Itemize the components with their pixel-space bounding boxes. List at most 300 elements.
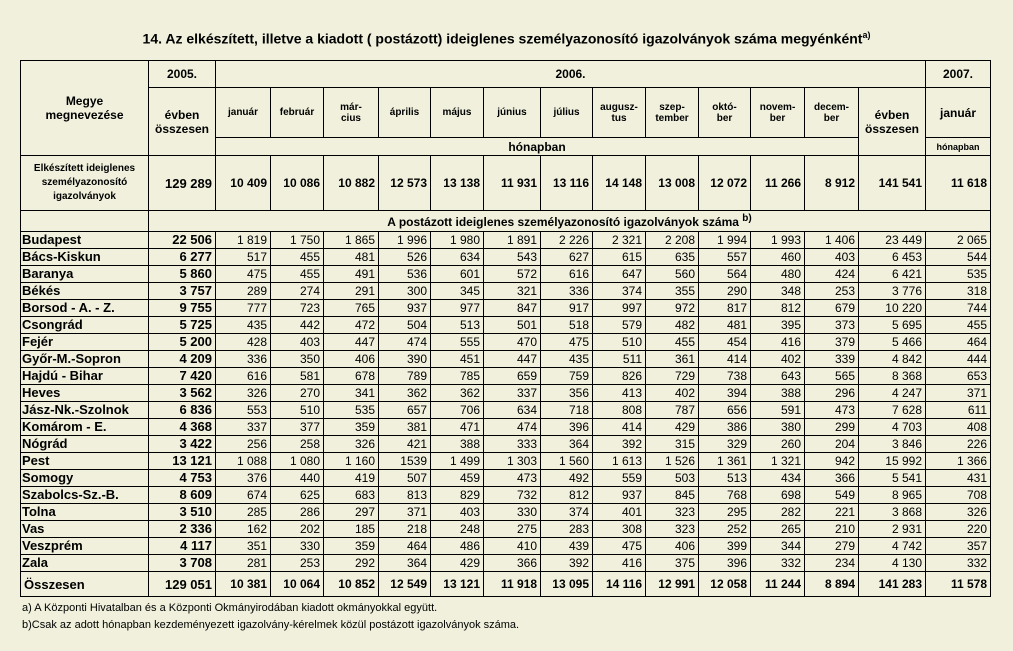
county-month-value: 399 <box>699 538 751 555</box>
county-month-value: 371 <box>379 504 431 521</box>
county-month-value: 321 <box>484 283 541 300</box>
prepared-label: Elkészített ideiglenes személyazonosító igazolványok <box>21 156 149 211</box>
prepared-2006: 141 541 <box>859 156 926 211</box>
county-month-value: 787 <box>646 402 699 419</box>
county-month-value: 258 <box>271 436 324 453</box>
county-month-value: 470 <box>484 334 541 351</box>
county-month-value: 517 <box>216 249 271 266</box>
county-month-value: 359 <box>324 538 379 555</box>
county-month-value: 1 819 <box>216 232 271 249</box>
county-month-value: 202 <box>271 521 324 538</box>
county-month-value: 627 <box>541 249 593 266</box>
county-month-value: 336 <box>216 351 271 368</box>
county-2005-total: 2 336 <box>149 521 216 538</box>
county-month-value: 356 <box>541 385 593 402</box>
county-month-value: 323 <box>646 504 699 521</box>
county-month-value: 388 <box>431 436 484 453</box>
county-month-value: 429 <box>431 555 484 572</box>
county-name: Baranya <box>21 266 149 283</box>
county-month-value: 279 <box>805 538 859 555</box>
county-month-value: 414 <box>593 419 646 436</box>
county-month-value: 296 <box>805 385 859 402</box>
county-month-value: 362 <box>431 385 484 402</box>
prepared-month-value: 11 266 <box>751 156 805 211</box>
county-month-value: 759 <box>541 368 593 385</box>
county-month-value: 560 <box>646 266 699 283</box>
county-month-value: 474 <box>379 334 431 351</box>
county-month-value: 808 <box>593 402 646 419</box>
county-2007-january: 744 <box>926 300 991 317</box>
prepared-month-value: 13 116 <box>541 156 593 211</box>
county-month-value: 1 080 <box>271 453 324 470</box>
month-header: április <box>379 88 431 138</box>
county-2006-total: 8 965 <box>859 487 926 504</box>
county-month-value: 591 <box>751 402 805 419</box>
county-month-value: 366 <box>805 470 859 487</box>
county-month-value: 435 <box>541 351 593 368</box>
statistics-table <box>20 60 991 597</box>
county-month-value: 308 <box>593 521 646 538</box>
total-2005: 129 051 <box>149 572 216 597</box>
county-month-value: 386 <box>699 419 751 436</box>
county-month-value: 510 <box>593 334 646 351</box>
county-2005-total: 6 277 <box>149 249 216 266</box>
county-month-value: 337 <box>216 419 271 436</box>
county-month-value: 847 <box>484 300 541 317</box>
county-month-value: 289 <box>216 283 271 300</box>
county-2005-total: 9 755 <box>149 300 216 317</box>
month-header: június <box>484 88 541 138</box>
county-month-value: 942 <box>805 453 859 470</box>
county-2006-total: 3 868 <box>859 504 926 521</box>
county-month-value: 643 <box>751 368 805 385</box>
county-month-value: 275 <box>484 521 541 538</box>
county-month-value: 789 <box>379 368 431 385</box>
posted-title: A postázott ideiglenes személyazonosító igazolványok száma $^{b)}$ <box>149 211 991 232</box>
county-2005-total: 3 708 <box>149 555 216 572</box>
county-month-value: 221 <box>805 504 859 521</box>
county-month-value: 428 <box>216 334 271 351</box>
county-month-value: 1 613 <box>593 453 646 470</box>
county-month-value: 455 <box>646 334 699 351</box>
county-month-value: 1 560 <box>541 453 593 470</box>
county-2005-total: 3 510 <box>149 504 216 521</box>
county-month-value: 635 <box>646 249 699 266</box>
county-2007-january: 326 <box>926 504 991 521</box>
prepared-month-value: 13 008 <box>646 156 699 211</box>
county-name: Jász-Nk.-Szolnok <box>21 402 149 419</box>
table-row <box>21 300 991 317</box>
county-name: Fejér <box>21 334 149 351</box>
prepared-2005: 129 289 <box>149 156 216 211</box>
month-header: novem- ber <box>751 88 805 138</box>
county-month-value: 647 <box>593 266 646 283</box>
county-2006-total: 15 992 <box>859 453 926 470</box>
county-2005-total: 3 757 <box>149 283 216 300</box>
footnote-b: b)Csak az adott hónapban kezdeményezett igazolvány-kérelmek közül postázott igazolványok száma. <box>22 619 520 631</box>
county-month-value: 812 <box>541 487 593 504</box>
county-month-value: 421 <box>379 436 431 453</box>
county-2006-total: 5 541 <box>859 470 926 487</box>
total-2006: 141 283 <box>859 572 926 597</box>
county-month-value: 204 <box>805 436 859 453</box>
county-2007-january: 371 <box>926 385 991 402</box>
county-month-value: 434 <box>751 470 805 487</box>
total-month-value: 11 918 <box>484 572 541 597</box>
county-month-value: 355 <box>646 283 699 300</box>
county-2006-total: 4 703 <box>859 419 926 436</box>
county-month-value: 454 <box>699 334 751 351</box>
total-label: Összesen <box>21 572 149 597</box>
county-2006-total: 8 368 <box>859 368 926 385</box>
prepared-2007: 11 618 <box>926 156 991 211</box>
county-2006-total: 2 931 <box>859 521 926 538</box>
posted-footnote-mark: b) <box>742 213 752 224</box>
county-month-value: 481 <box>324 249 379 266</box>
county-2005-total: 5 725 <box>149 317 216 334</box>
county-month-value: 475 <box>216 266 271 283</box>
table-row <box>21 538 991 555</box>
county-month-value: 565 <box>805 368 859 385</box>
county-month-value: 336 <box>541 283 593 300</box>
county-month-value: 845 <box>646 487 699 504</box>
prepared-month-value: 11 931 <box>484 156 541 211</box>
table-row <box>21 419 991 436</box>
total-month-value: 14 116 <box>593 572 646 597</box>
table-row <box>21 283 991 300</box>
county-name: Nógrád <box>21 436 149 453</box>
county-2007-january: 708 <box>926 487 991 504</box>
county-month-value: 401 <box>593 504 646 521</box>
county-month-value: 615 <box>593 249 646 266</box>
title-footnote-mark: a) <box>862 30 871 40</box>
year-2006-header: 2006. <box>216 61 926 88</box>
county-month-value: 812 <box>751 300 805 317</box>
county-2005-total: 22 506 <box>149 232 216 249</box>
county-2005-total: 7 420 <box>149 368 216 385</box>
total-month-value: 12 549 <box>379 572 431 597</box>
county-2006-total: 5 466 <box>859 334 926 351</box>
county-month-value: 1 160 <box>324 453 379 470</box>
county-name: Pest <box>21 453 149 470</box>
county-month-value: 402 <box>751 351 805 368</box>
total-2007: 11 578 <box>926 572 991 597</box>
county-2006-total: 5 695 <box>859 317 926 334</box>
county-month-value: 513 <box>699 470 751 487</box>
county-month-value: 480 <box>751 266 805 283</box>
county-month-value: 472 <box>324 317 379 334</box>
county-month-value: 162 <box>216 521 271 538</box>
county-month-value: 937 <box>593 487 646 504</box>
month-header: már- cius <box>324 88 379 138</box>
january-2007-header: január <box>926 88 991 138</box>
county-month-value: 339 <box>805 351 859 368</box>
table-row <box>21 470 991 487</box>
table-row <box>21 351 991 368</box>
county-2006-total: 4 842 <box>859 351 926 368</box>
county-month-value: 292 <box>324 555 379 572</box>
county-month-value: 252 <box>699 521 751 538</box>
total-2005-header: évben összesen <box>149 88 216 156</box>
table-row <box>21 436 991 453</box>
month-header: decem- ber <box>805 88 859 138</box>
county-month-value: 270 <box>271 385 324 402</box>
county-month-value: 455 <box>271 249 324 266</box>
county-2007-january: 220 <box>926 521 991 538</box>
year-2005-header: 2005. <box>149 61 216 88</box>
county-month-value: 616 <box>216 368 271 385</box>
county-2006-total: 4 130 <box>859 555 926 572</box>
county-month-value: 435 <box>216 317 271 334</box>
prepared-month-value: 14 148 <box>593 156 646 211</box>
county-month-value: 410 <box>484 538 541 555</box>
county-month-value: 553 <box>216 402 271 419</box>
county-month-value: 471 <box>431 419 484 436</box>
total-month-value: 11 244 <box>751 572 805 597</box>
county-month-value: 341 <box>324 385 379 402</box>
total-month-value: 10 852 <box>324 572 379 597</box>
county-month-value: 765 <box>324 300 379 317</box>
county-month-value: 718 <box>541 402 593 419</box>
county-month-value: 285 <box>216 504 271 521</box>
county-month-value: 374 <box>541 504 593 521</box>
county-month-value: 473 <box>805 402 859 419</box>
county-month-value: 1 361 <box>699 453 751 470</box>
county-month-value: 536 <box>379 266 431 283</box>
county-month-value: 826 <box>593 368 646 385</box>
county-month-value: 290 <box>699 283 751 300</box>
county-month-value: 657 <box>379 402 431 419</box>
county-month-value: 698 <box>751 487 805 504</box>
county-month-value: 330 <box>484 504 541 521</box>
county-month-value: 504 <box>379 317 431 334</box>
county-month-value: 286 <box>271 504 324 521</box>
county-month-value: 1 865 <box>324 232 379 249</box>
county-name: Győr-M.-Sopron <box>21 351 149 368</box>
total-month-value: 13 121 <box>431 572 484 597</box>
county-month-value: 507 <box>379 470 431 487</box>
county-month-value: 329 <box>699 436 751 453</box>
county-month-value: 256 <box>216 436 271 453</box>
county-month-value: 396 <box>541 419 593 436</box>
county-month-value: 395 <box>751 317 805 334</box>
county-2007-january: 431 <box>926 470 991 487</box>
table-row <box>21 504 991 521</box>
county-month-value: 511 <box>593 351 646 368</box>
county-month-value: 1 993 <box>751 232 805 249</box>
table-row <box>21 402 991 419</box>
county-2006-total: 3 846 <box>859 436 926 453</box>
county-month-value: 679 <box>805 300 859 317</box>
county-month-value: 419 <box>324 470 379 487</box>
county-month-value: 351 <box>216 538 271 555</box>
county-month-value: 344 <box>751 538 805 555</box>
county-month-value: 381 <box>379 419 431 436</box>
county-2005-total: 8 609 <box>149 487 216 504</box>
county-month-value: 451 <box>431 351 484 368</box>
table-row <box>21 555 991 572</box>
month-header: február <box>271 88 324 138</box>
county-month-value: 581 <box>271 368 324 385</box>
honapban-header: hónapban <box>216 138 859 156</box>
county-month-value: 379 <box>805 334 859 351</box>
table-row <box>21 266 991 283</box>
county-2006-total: 23 449 <box>859 232 926 249</box>
county-month-value: 526 <box>379 249 431 266</box>
county-month-value: 475 <box>541 334 593 351</box>
county-month-value: 1 499 <box>431 453 484 470</box>
month-header: októ- ber <box>699 88 751 138</box>
county-2005-total: 5 860 <box>149 266 216 283</box>
county-month-value: 364 <box>541 436 593 453</box>
county-2007-january: 1 366 <box>926 453 991 470</box>
county-month-value: 374 <box>593 283 646 300</box>
county-month-value: 392 <box>541 555 593 572</box>
county-name: Somogy <box>21 470 149 487</box>
county-month-value: 1 980 <box>431 232 484 249</box>
county-month-value: 185 <box>324 521 379 538</box>
county-month-value: 572 <box>484 266 541 283</box>
county-month-value: 414 <box>699 351 751 368</box>
county-month-value: 656 <box>699 402 751 419</box>
county-2005-total: 3 422 <box>149 436 216 453</box>
total-month-value: 8 894 <box>805 572 859 597</box>
county-month-value: 1 303 <box>484 453 541 470</box>
county-month-value: 729 <box>646 368 699 385</box>
county-2007-january: 332 <box>926 555 991 572</box>
county-month-value: 917 <box>541 300 593 317</box>
county-name: Szabolcs-Sz.-B. <box>21 487 149 504</box>
county-month-value: 625 <box>271 487 324 504</box>
county-month-value: 337 <box>484 385 541 402</box>
county-2006-total: 6 453 <box>859 249 926 266</box>
county-month-value: 281 <box>216 555 271 572</box>
county-month-value: 777 <box>216 300 271 317</box>
county-month-value: 738 <box>699 368 751 385</box>
county-month-value: 366 <box>484 555 541 572</box>
county-month-value: 440 <box>271 470 324 487</box>
county-month-value: 234 <box>805 555 859 572</box>
county-name: Bács-Kiskun <box>21 249 149 266</box>
county-2007-january: 611 <box>926 402 991 419</box>
county-name: Vas <box>21 521 149 538</box>
county-month-value: 429 <box>646 419 699 436</box>
county-2005-total: 4 368 <box>149 419 216 436</box>
month-header: július <box>541 88 593 138</box>
county-month-value: 406 <box>324 351 379 368</box>
county-month-value: 564 <box>699 266 751 283</box>
county-name: Komárom - E. <box>21 419 149 436</box>
prepared-month-value: 10 086 <box>271 156 324 211</box>
county-2005-total: 13 121 <box>149 453 216 470</box>
table-row <box>21 317 991 334</box>
county-month-value: 785 <box>431 368 484 385</box>
county-month-value: 2 208 <box>646 232 699 249</box>
county-month-value: 678 <box>324 368 379 385</box>
county-month-value: 442 <box>271 317 324 334</box>
county-month-value: 1 996 <box>379 232 431 249</box>
county-month-value: 555 <box>431 334 484 351</box>
county-2007-january: 357 <box>926 538 991 555</box>
county-month-value: 579 <box>593 317 646 334</box>
county-month-value: 416 <box>593 555 646 572</box>
county-2005-total: 4 209 <box>149 351 216 368</box>
county-month-value: 333 <box>484 436 541 453</box>
county-month-value: 601 <box>431 266 484 283</box>
total-month-value: 10 064 <box>271 572 324 597</box>
county-month-value: 253 <box>805 283 859 300</box>
county-2006-total: 4 742 <box>859 538 926 555</box>
county-month-value: 1539 <box>379 453 431 470</box>
total-2006-header: évben összesen <box>859 88 926 156</box>
month-header: január <box>216 88 271 138</box>
table-row <box>21 521 991 538</box>
county-month-value: 474 <box>484 419 541 436</box>
county-month-value: 937 <box>379 300 431 317</box>
county-month-value: 396 <box>699 555 751 572</box>
county-month-value: 447 <box>484 351 541 368</box>
county-month-value: 475 <box>593 538 646 555</box>
county-name: Békés <box>21 283 149 300</box>
county-month-value: 455 <box>271 266 324 283</box>
county-month-value: 464 <box>379 538 431 555</box>
month-header: szep- tember <box>646 88 699 138</box>
county-month-value: 997 <box>593 300 646 317</box>
county-month-value: 218 <box>379 521 431 538</box>
honapban-2007-header: hónapban <box>926 138 991 156</box>
county-2007-january: 535 <box>926 266 991 283</box>
county-month-value: 210 <box>805 521 859 538</box>
county-month-value: 481 <box>699 317 751 334</box>
county-month-value: 323 <box>646 521 699 538</box>
total-month-value: 13 095 <box>541 572 593 597</box>
county-month-value: 413 <box>593 385 646 402</box>
county-month-value: 406 <box>646 538 699 555</box>
county-2007-january: 408 <box>926 419 991 436</box>
county-month-value: 492 <box>541 470 593 487</box>
county-name: Veszprém <box>21 538 149 555</box>
month-header: május <box>431 88 484 138</box>
county-month-value: 659 <box>484 368 541 385</box>
county-month-value: 392 <box>593 436 646 453</box>
county-2006-total: 4 247 <box>859 385 926 402</box>
county-month-value: 518 <box>541 317 593 334</box>
county-name: Heves <box>21 385 149 402</box>
total-month-value: 12 991 <box>646 572 699 597</box>
total-row <box>21 572 991 597</box>
county-month-value: 459 <box>431 470 484 487</box>
year-2007-header: 2007. <box>926 61 991 88</box>
county-month-value: 977 <box>431 300 484 317</box>
county-month-value: 380 <box>751 419 805 436</box>
prepared-month-value: 8 912 <box>805 156 859 211</box>
total-month-value: 12 058 <box>699 572 751 597</box>
posted-title-spacer <box>21 211 149 232</box>
county-month-value: 817 <box>699 300 751 317</box>
county-month-value: 1 891 <box>484 232 541 249</box>
county-month-value: 359 <box>324 419 379 436</box>
county-month-value: 513 <box>431 317 484 334</box>
county-month-value: 403 <box>805 249 859 266</box>
county-month-value: 291 <box>324 283 379 300</box>
county-month-value: 326 <box>216 385 271 402</box>
county-month-value: 460 <box>751 249 805 266</box>
county-month-value: 248 <box>431 521 484 538</box>
table-row <box>21 232 991 249</box>
county-month-value: 350 <box>271 351 324 368</box>
county-name: Hajdú - Bihar <box>21 368 149 385</box>
county-2005-total: 6 836 <box>149 402 216 419</box>
